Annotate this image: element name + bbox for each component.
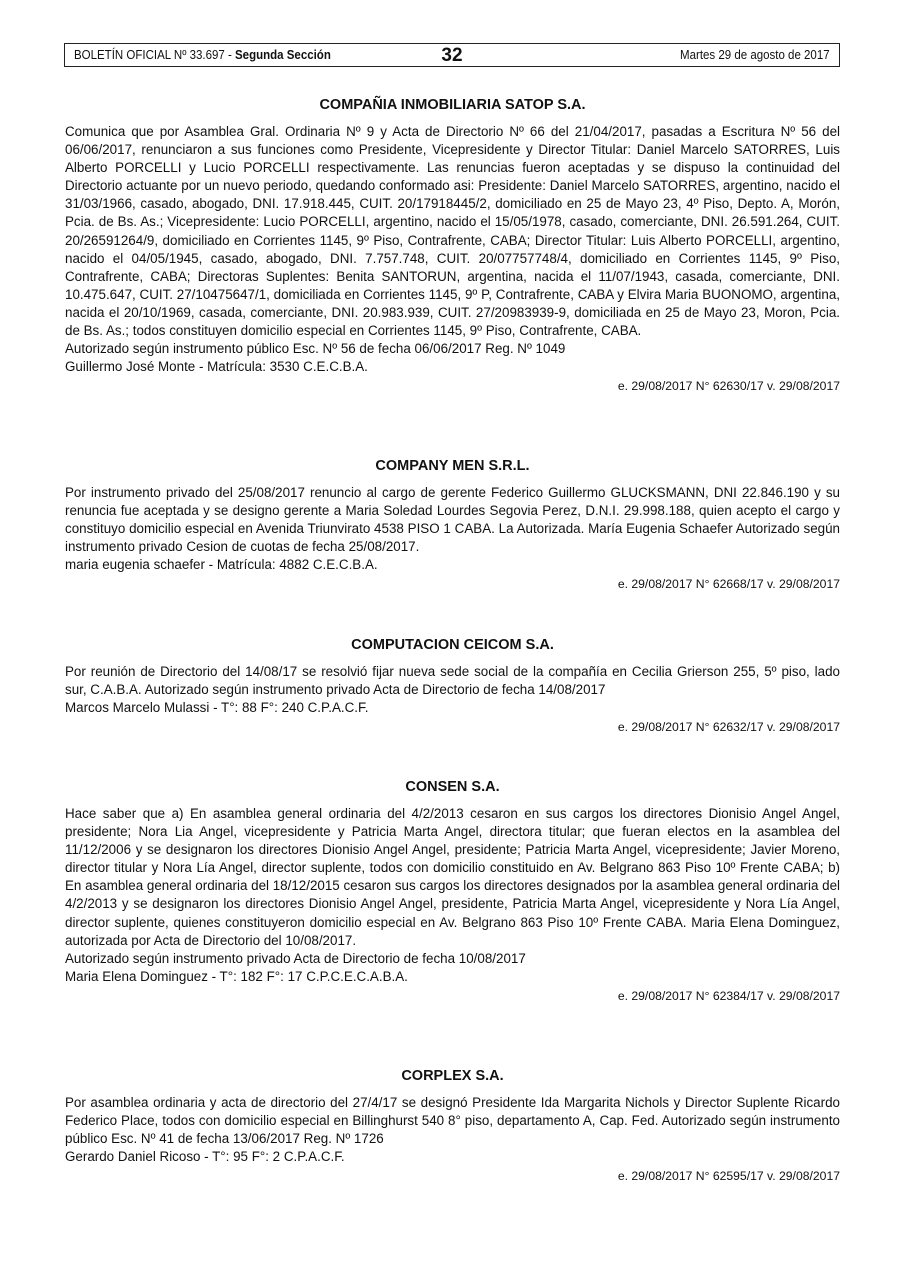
- notice-signature: Gerardo Daniel Ricoso - T°: 95 F°: 2 C.P.A.C.F.: [65, 1149, 345, 1165]
- notice-reference: e. 29/08/2017 N° 62668/17 v. 29/08/2017: [617, 577, 840, 592]
- section-name: Segunda Sección: [235, 48, 331, 62]
- notice-reference: e. 29/08/2017 N° 62595/17 v. 29/08/2017: [617, 1169, 840, 1184]
- notice-signature: Marcos Marcelo Mulassi - T°: 88 F°: 240 C.P.A.C.F.: [65, 700, 369, 716]
- notice-signature: Maria Elena Dominguez - T°: 182 F°: 17 C.P.C.E.C.A.B.A.: [65, 968, 408, 984]
- notice-company-men: [65, 457, 840, 593]
- notice-body: Comunica que por Asamblea Gral. Ordinaria Nº 9 y Acta de Directorio Nº 66 del 21/04/2017, pasadas a Escritura Nº 56 del 06/06/2017, renunciaron a sus funciones como Presidente, Vicepresidente y Director Titular: Daniel Marcelo SATORRES, Luis Alberto PORCELLI y Lucio PORCELLI respectivamente. Las renuncias fueron aceptadas y se dispuso la continuidad del Directorio actuante por un nuevo periodo, quedando conformado asi: Presidente: Daniel Marcelo SATORRES, argentino, nacido el 31/03/1966, casado, abogado, DNI. 17.918.445, CUIT. 20/17918445/2, domiciliado en 25 de Mayo 23, 4º Piso, Depto. A, Morón, Pcia. de Bs. As.; Vicepresidente: Lucio PORCELLI, argentino, nacido el 15/05/1978, casado, comerciante, DNI. 26.591.264, CUIT. 20/26591264/9, domiciliado en Corrientes 1145, 9º Piso, Contrafrente, CABA; Director Titular: Luis Alberto PORCELLI, argentino, nacido el 04/05/1945, casado, abogado, DNI. 7.757.748, CUIT. 20/07757748/4, domiciliado en Corrientes 1145, 9º Piso, Contrafrente, CABA; Directoras Suplentes: Benita SANTORUN, argentina, nacida el 11/07/1943, casada, comerciante, DNI. 10.475.647, CUIT. 27/10475647/1, domiciliada en Corrientes 1145, 9º P, Contrafrente, CABA y Elvira Maria BUONOMO, argentina, nacida el 20/10/1969, casada, comerciante, DNI. 20.983.939, CUIT. 27/20983939-9, domiciliada en 25 de Mayo 23, Moron, Pcia. de Bs. As.; todos constituyen domicilio especial en Corrientes 1145, 9º Piso, Contrafrente, CABA.: [65, 124, 840, 339]
- page-header: [64, 43, 840, 67]
- notice-reference: e. 29/08/2017 N° 62632/17 v. 29/08/2017: [617, 720, 840, 735]
- notice-body: Por reunión de Directorio del 14/08/17 se resolvió fijar nueva sede social de la compañía en Cecilia Grierson 255, 5º piso, lado sur, C.A.B.A. Autorizado según instrumento privado Acta de Directorio de fecha 14/08/2017: [65, 664, 840, 698]
- notice-signature: maria eugenia schaefer - Matrícula: 4882 C.E.C.B.A.: [65, 557, 378, 573]
- page-number: 32: [441, 45, 463, 66]
- notice-title: COMPAÑIA INMOBILIARIA SATOP S.A.: [319, 97, 586, 113]
- notice-authorization: Autorizado según instrumento público Esc. Nº 56 de fecha 06/06/2017 Reg. Nº 1049: [65, 341, 566, 357]
- notice-title: COMPUTACION CEICOM S.A.: [351, 637, 554, 653]
- notice-title: CONSEN S.A.: [405, 779, 500, 795]
- notice-body: Por asamblea ordinaria y acta de directorio del 27/4/17 se designó Presidente Ida Margarita Nichols y Director Suplente Ricardo Federico Place, todos con domicilio especial en Billinghurst 540 8° piso, departamento A, Cap. Fed. Autorizado según instrumento público Esc. Nº 41 de fecha 13/06/2017 Reg. Nº 1726: [65, 1095, 840, 1147]
- notice-title: CORPLEX S.A.: [401, 1068, 504, 1084]
- publication-name: BOLETÍN OFICIAL Nº 33.697 -: [74, 48, 235, 62]
- notice-signature: Guillermo José Monte - Matrícula: 3530 C.E.C.B.A.: [65, 359, 368, 375]
- notice-reference: e. 29/08/2017 N° 62384/17 v. 29/08/2017: [617, 988, 840, 1003]
- notice-corplex: [65, 1067, 840, 1185]
- publication-date: Martes 29 de agosto de 2017: [680, 48, 830, 62]
- notice-body: Por instrumento privado del 25/08/2017 renuncio al cargo de gerente Federico Guillermo GLUCKSMANN, DNI 22.846.190 y su renuncia fue aceptada y se designo gerente a Maria Soledad Lourdes Segovia Perez, D.N.I. 29.998.188, quien acepto el cargo y constituyo domicilio especial en Avenida Triunvirato 4538 PISO 1 CABA. La Autorizada. María Eugenia Schaefer Autorizado según instrumento privado Cesion de cuotas de fecha 25/08/2017.: [65, 485, 840, 555]
- notice-ceicom: [65, 636, 840, 736]
- notice-body: Hace saber que a) En asamblea general ordinaria del 4/2/2013 cesaron en sus cargos los directores Dionisio Angel Angel, presidente; Nora Lia Angel, vicepresidente y Patricia Marta Angel, directora titular; que fueran electos en la asamblea del 11/12/2006 y se designaron los directores Dionisio Angel Angel, presidente; Patricia Marta Angel, vicepresidente; Javier Moreno, director titular y Nora Lía Angel, director suplente, todos con domicilio constituido en Av. Belgrano 863 Piso 10º Frente CABA; b) En asamblea general ordinaria del 18/12/2015 cesaron sus cargos los directores designados por la asamblea general ordinaria del 4/2/2013 y se designaron los directores Dionisio Angel Angel, presidente, Patricia Marta Angel, vicepresidente y Nora Lía Angel, director suplente, quienes constituyeron domicilio especial en Av. Belgrano 863 Piso 10º Frente CABA. Maria Elena Dominguez, autorizada por Acta de Directorio del 10/08/2017.: [65, 806, 840, 948]
- notice-reference: e. 29/08/2017 N° 62630/17 v. 29/08/2017: [617, 379, 840, 394]
- notice-authorization: Autorizado según instrumento privado Acta de Directorio de fecha 10/08/2017: [65, 950, 526, 966]
- notice-satop: [65, 96, 840, 395]
- notice-consen: [65, 778, 840, 1005]
- notice-title: COMPANY MEN S.R.L.: [375, 458, 530, 474]
